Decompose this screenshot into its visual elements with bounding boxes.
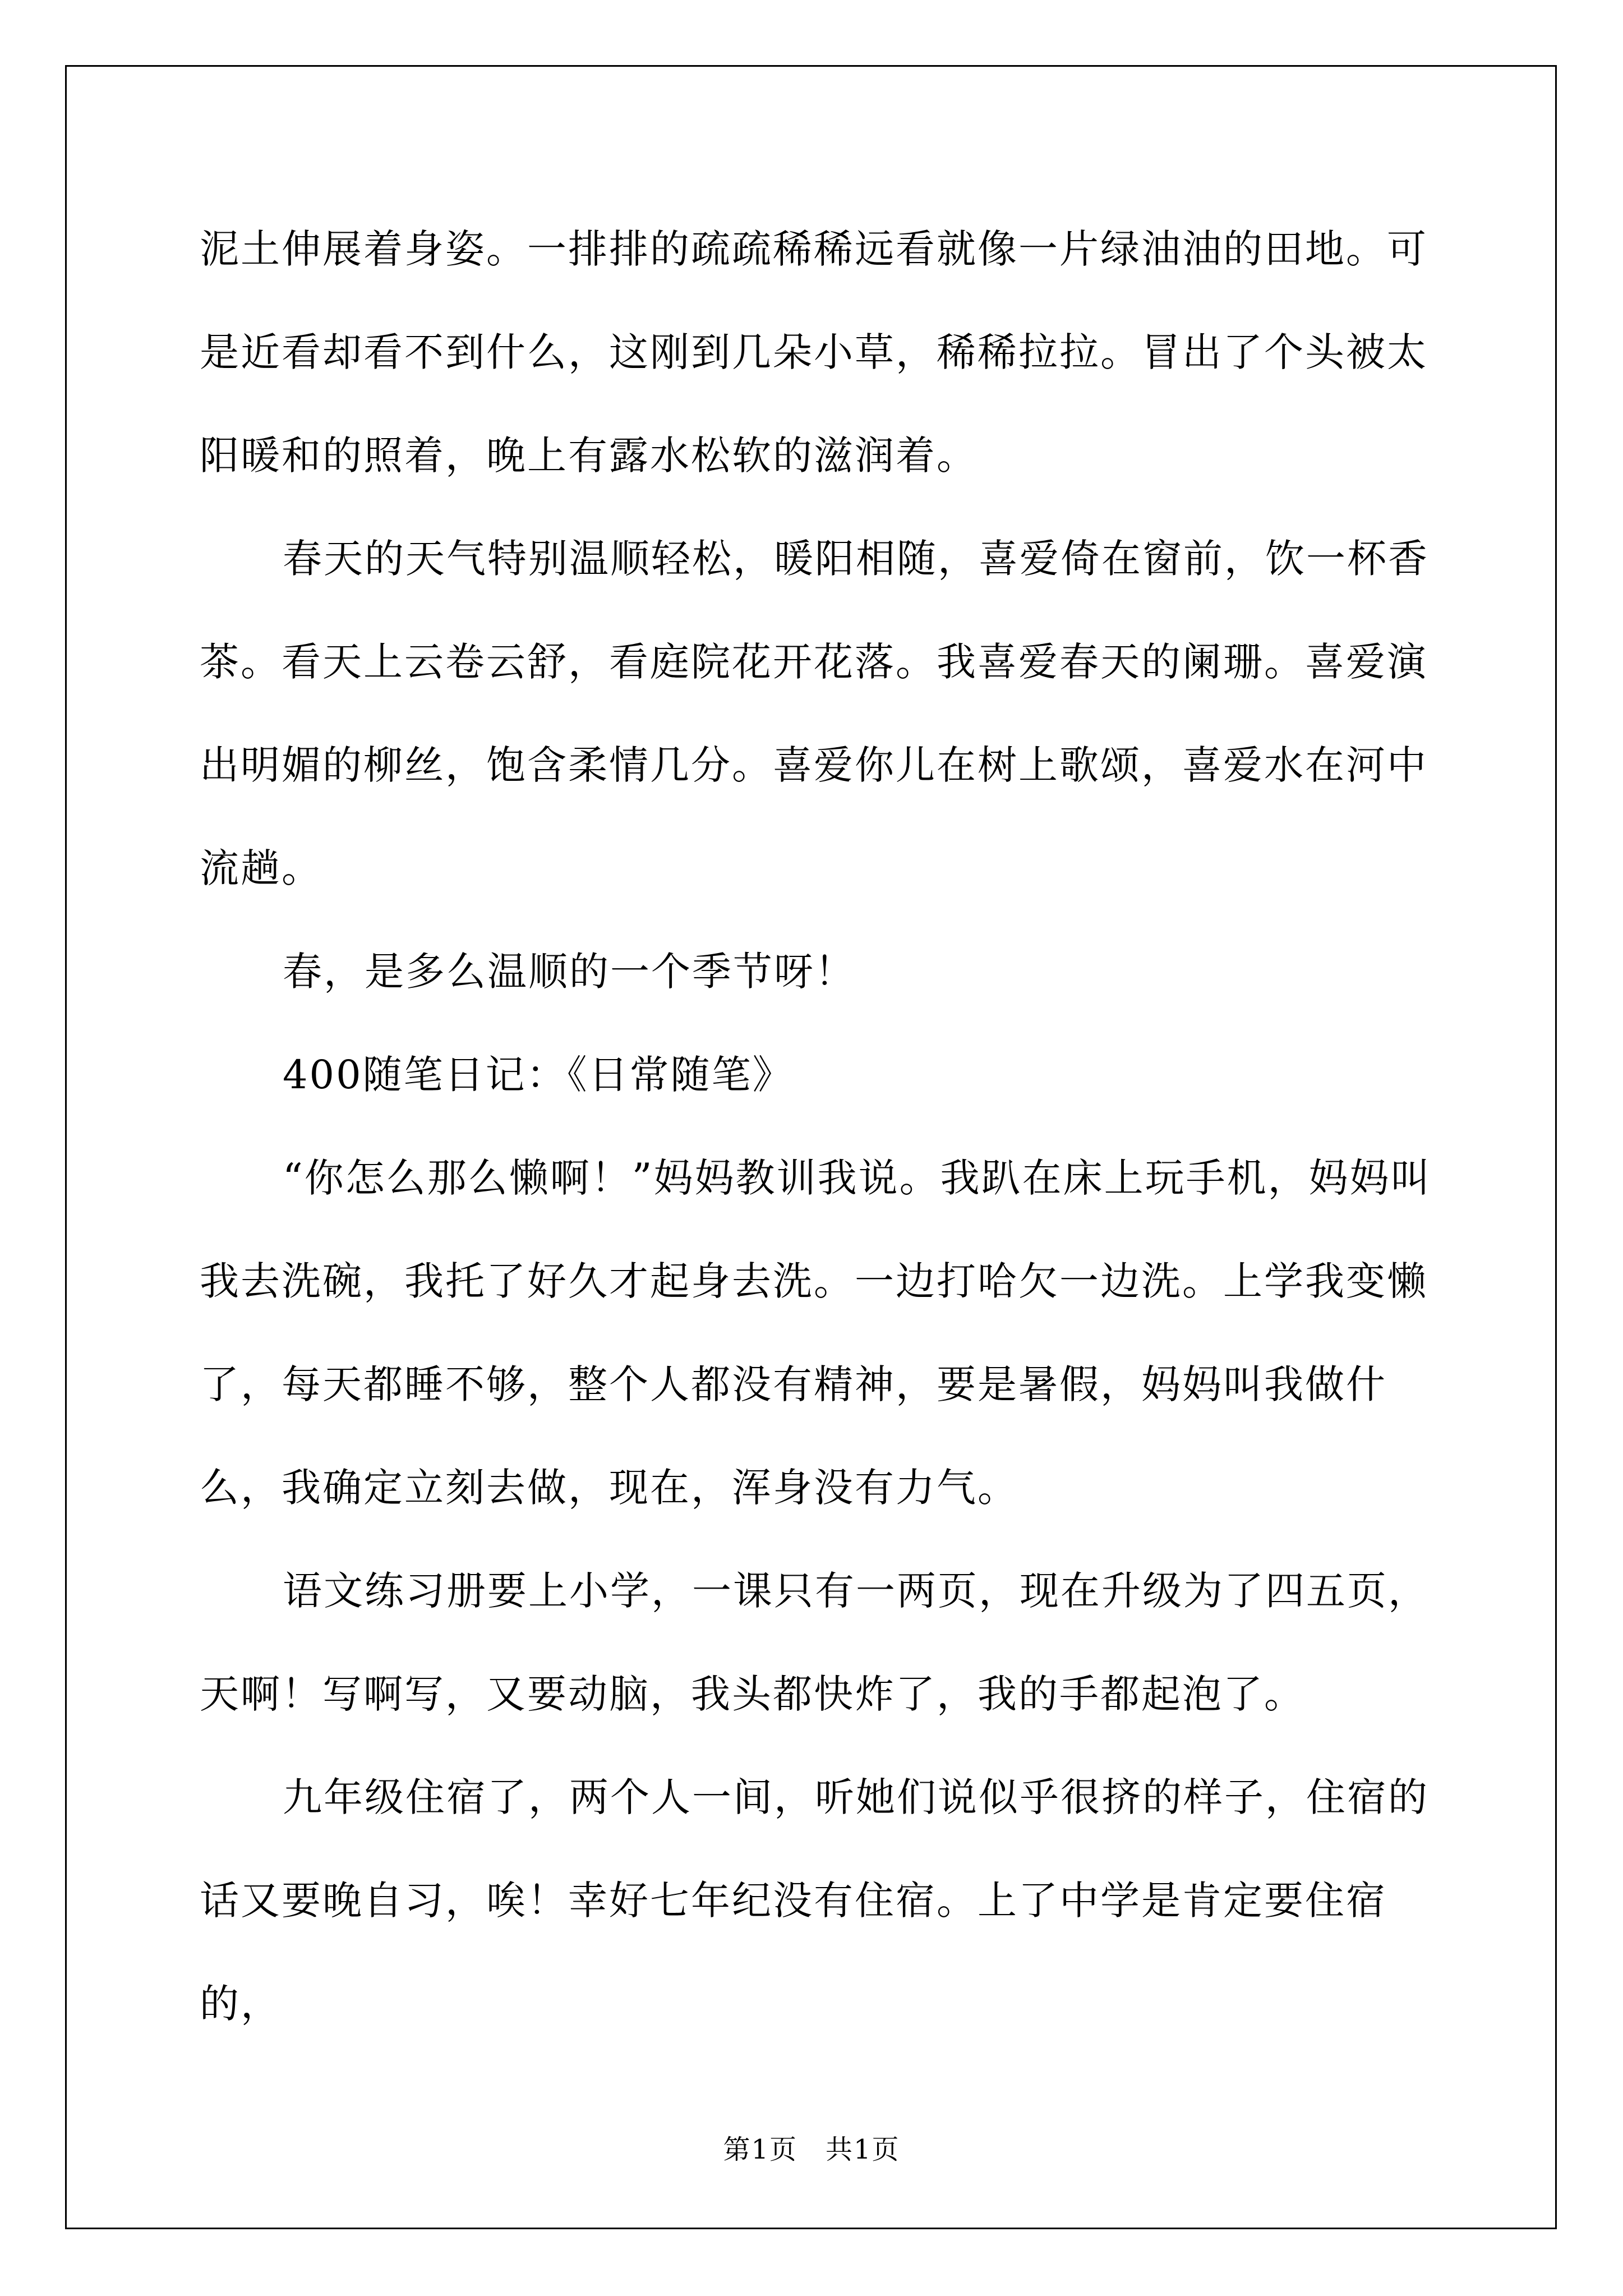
paragraph-2: 春天的天气特别温顺轻松，暖阳相随，喜爱倚在窗前，饮一杯香茶。看天上云卷云舒，看庭院花开花落。我喜爱春天的阑珊。喜爱演出明媚的柳丝，饱含柔情几分。喜爱你儿在树上歌颂，喜爱水在河中流趟。 bbox=[200, 536, 1429, 891]
paragraph-5: “你怎么那么懒啊！”妈妈教训我说。我趴在床上玩手机，妈妈叫我去洗碗，我托了好久才起身去洗。一边打哈欠一边洗。上学我变懒了，每天都睡不够，整个人都没有精神，要是暑假，妈妈叫我做什么，我确定立刻去做，现在，浑身没有力气。 bbox=[200, 1155, 1432, 1511]
document-body bbox=[200, 197, 1433, 2055]
page-number-footer: 第1页 共1页 bbox=[723, 2134, 900, 2165]
paragraph-6: 语文练习册要上小学，一课只有一两页，现在升级为了四五页，天啊！写啊写，又要动脑，我头都快炸了，我的手都起泡了。 bbox=[200, 1568, 1429, 1717]
paragraph-3: 春，是多么温顺的一个季节呀！ bbox=[283, 949, 856, 995]
paragraph-1: 泥土伸展着身姿。一排排的疏疏稀稀远看就像一片绿油油的田地。可是近看却看不到什么，这刚到几朵小草，稀稀拉拉。冒出了个头被太阳暖和的照着，晚上有露水松软的滋润着。 bbox=[200, 226, 1428, 478]
paragraph-7: 九年级住宿了，两个人一间，听她们说似乎很挤的样子，住宿的话又要晚自习，唉！幸好七年纪没有住宿。上了中学是肯定要住宿的， bbox=[200, 1774, 1429, 2027]
section-heading: 400随笔日记：《日常随笔》 bbox=[283, 1052, 794, 1098]
